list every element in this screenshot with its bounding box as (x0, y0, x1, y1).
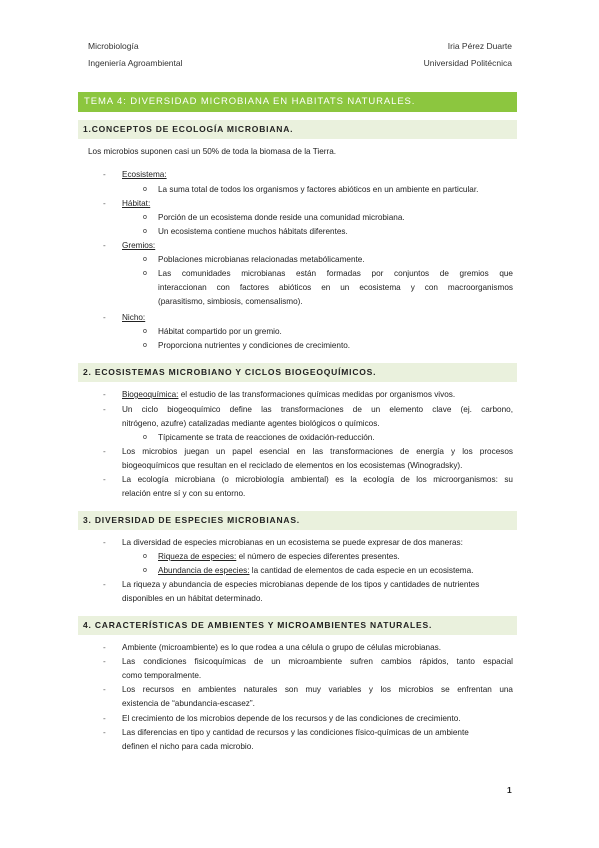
circle-bullet: o (143, 434, 147, 441)
term-nicho: Nicho: (122, 313, 146, 322)
circle-bullet: o (143, 342, 147, 349)
dash-bullet: - (103, 714, 106, 723)
circle-bullet: o (143, 186, 147, 193)
riqueza-def: Riqueza de especies: el número de especies diferentes presentes. (158, 552, 400, 561)
dash-bullet: - (103, 685, 106, 694)
microbios-line-2: biogeoquímicos que resultan en el reciclado de elementos en los ecosistemas (Winogradsky). (122, 461, 463, 470)
biogeoquimica-def: Biogeoquímica: el estudio de las transformaciones químicas medidas por organismos vivos. (122, 390, 456, 399)
abundancia-def: Abundancia de especies: la cantidad de elementos de cada especie en un ecosistema. (158, 566, 474, 575)
gremios-def-2-line-2: interaccionan con factores abióticos en un ecosistema y con macroorganismos (158, 283, 513, 292)
ciclo-sub: Típicamente se trata de reacciones de oxidación-reducción. (158, 433, 375, 442)
circle-bullet: o (143, 553, 147, 560)
ambiente-line: Ambiente (microambiente) es lo que rodea a una célula o grupo de células microbianas. (122, 643, 442, 652)
dash-bullet: - (103, 657, 106, 666)
gremios-def-2-line-1: Las comunidades microbianas están formadas por conjuntos de gremios que (158, 269, 513, 278)
ecologia-line-2: relación entre sí y con su entorno. (122, 489, 246, 498)
ecosistema-def: La suma total de todos los organismos y factores abióticos en un ambiente en particular. (158, 185, 479, 194)
circle-bullet: o (143, 228, 147, 235)
ciclo-line-1: Un ciclo biogeoquímico define las transformaciones de un elemento clave (ej. carbono, (122, 405, 513, 414)
gremios-def-1: Poblaciones microbianas relacionadas metabólicamente. (158, 255, 365, 264)
condiciones-line-2: como temporalmente. (122, 671, 202, 680)
recursos-line-1: Los recursos en ambientes naturales son muy variables y los microbios se enfrentan una (122, 685, 513, 694)
circle-bullet: o (143, 567, 147, 574)
diferencias-line-1: Las diferencias en tipo y cantidad de recursos y las condiciones físico-químicas de un ambiente (122, 728, 469, 737)
term-habitat: Hábitat: (122, 199, 151, 208)
dash-bullet: - (103, 447, 106, 456)
dash-bullet: - (103, 390, 106, 399)
diferencias-line-2: definen el nicho para cada microbio. (122, 742, 254, 751)
ciclo-line-2: nitrógeno, azufre) catalizadas mediante agentes biológicos o químicos. (122, 419, 380, 428)
dash-bullet: - (103, 728, 106, 737)
dash-bullet: - (103, 199, 106, 208)
dash-bullet: - (103, 580, 106, 589)
circle-bullet: o (143, 214, 147, 221)
nicho-def-2: Proporciona nutrientes y condiciones de crecimiento. (158, 341, 351, 350)
section-4-heading: 4. CARACTERÍSTICAS DE AMBIENTES Y MICROAMBIENTES NATURALES. (78, 616, 517, 635)
header-university: Universidad Politécnica (423, 58, 512, 68)
header-subject: Microbiología (88, 41, 139, 51)
diversidad-line: La diversidad de especies microbianas en un ecosistema se puede expresar de dos maneras: (122, 538, 463, 547)
riqueza-line-2: disponibles en un hábitat determinado. (122, 594, 263, 603)
dash-bullet: - (103, 475, 106, 484)
circle-bullet: o (143, 270, 147, 277)
term-ecosistema: Ecosistema: (122, 170, 167, 179)
ecologia-line-1: La ecología microbiana (o microbiología ambiental) es la ecología de los microorganismos: su (122, 475, 513, 484)
dash-bullet: - (103, 241, 106, 250)
section-1-intro: Los microbios suponen casi un 50% de toda la biomasa de la Tierra. (88, 147, 337, 156)
condiciones-line-1: Las condiciones fisicoquímicas de un microambiente sufren cambios rápidos, tanto espacial (122, 657, 513, 666)
recursos-line-2: existencia de “abundancia-escasez”. (122, 699, 255, 708)
dash-bullet: - (103, 313, 106, 322)
page-title: TEMA 4: DIVERSIDAD MICROBIANA EN HABITATS NATURALES. (78, 92, 517, 112)
habitat-def-1: Porción de un ecosistema donde reside una comunidad microbiana. (158, 213, 405, 222)
habitat-def-2: Un ecosistema contiene muchos hábitats diferentes. (158, 227, 348, 236)
dash-bullet: - (103, 170, 106, 179)
section-2-heading: 2. ECOSISTEMAS MICROBIANO Y CICLOS BIOGEOQUÍMICOS. (78, 363, 517, 382)
nicho-def-1: Hábitat compartido por un gremio. (158, 327, 282, 336)
dash-bullet: - (103, 405, 106, 414)
dash-bullet: - (103, 538, 106, 547)
term-gremios: Gremios: (122, 241, 156, 250)
dash-bullet: - (103, 643, 106, 652)
header-degree: Ingeniería Agroambiental (88, 58, 183, 68)
crecimiento-line: El crecimiento de los microbios depende de los recursos y de las condiciones de crecimiento. (122, 714, 461, 723)
circle-bullet: o (143, 328, 147, 335)
section-1-heading: 1.CONCEPTOS DE ECOLOGÍA MICROBIANA. (78, 120, 517, 139)
gremios-def-2-line-3: (parasitismo, simbiosis, comensalismo). (158, 297, 303, 306)
header-author: Iria Pérez Duarte (447, 41, 512, 51)
section-3-heading: 3. DIVERSIDAD DE ESPECIES MICROBIANAS. (78, 511, 517, 530)
riqueza-line-1: La riqueza y abundancia de especies microbianas depende de los tipos y cantidades de nutrientes (122, 580, 480, 589)
circle-bullet: o (143, 256, 147, 263)
microbios-line-1: Los microbios juegan un papel esencial en las transformaciones de energía y los procesos (122, 447, 513, 456)
page-number: 1 (507, 785, 512, 795)
